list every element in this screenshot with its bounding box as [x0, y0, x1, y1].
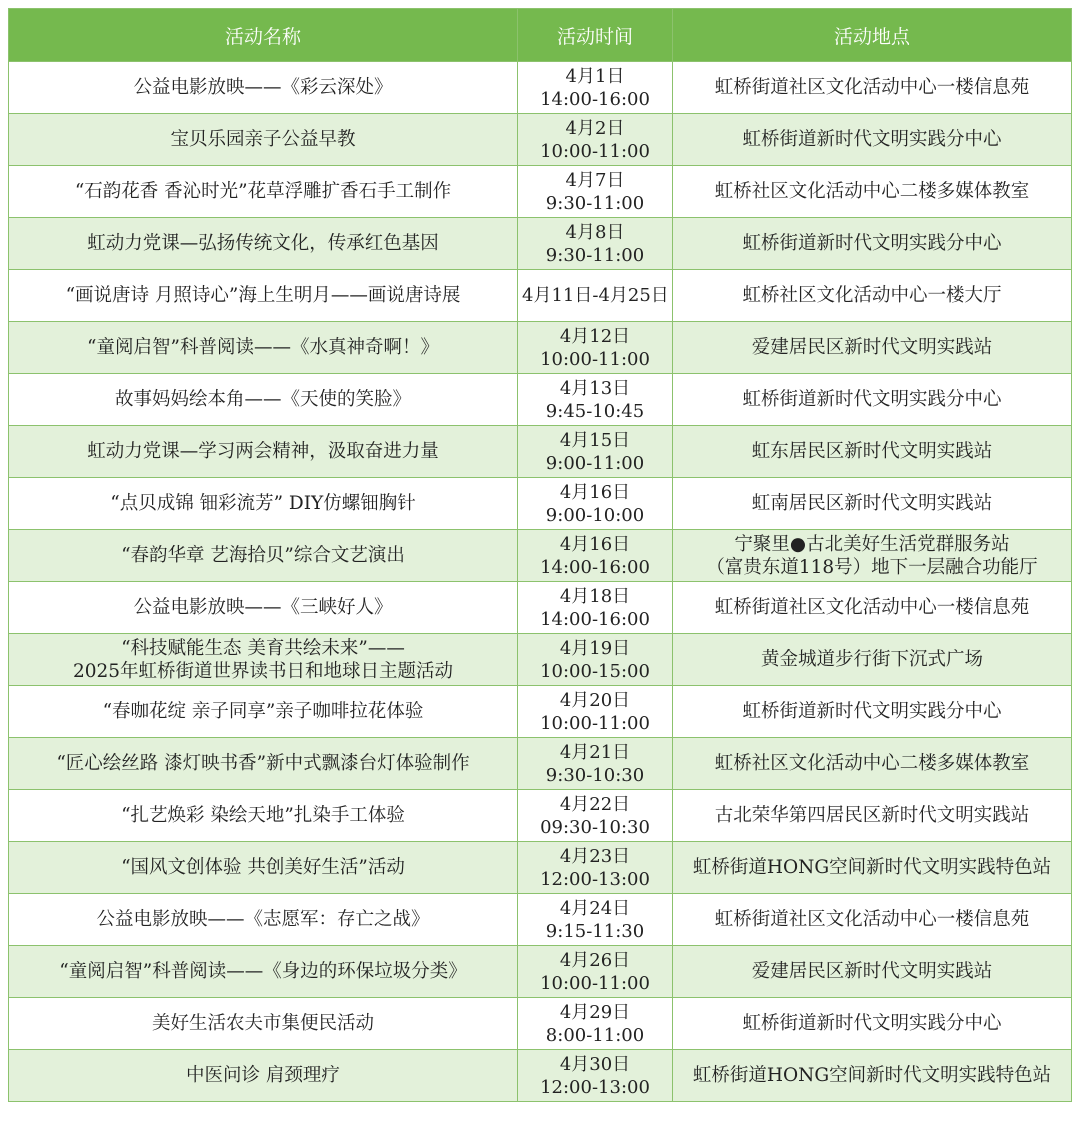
activity-name-cell: [9, 374, 518, 426]
activity-location-line: 黄金城道步行街下沉式广场: [760, 649, 983, 670]
activity-time-line: 4月19日: [559, 637, 631, 659]
activity-location-line: 宁聚里●古北美好生活党群服务站: [734, 533, 1010, 555]
activity-time-line: 4月30日: [559, 1053, 631, 1075]
activity-time-cell: [518, 1050, 673, 1102]
activity-time-cell: [518, 634, 673, 686]
activity-name-cell: [9, 894, 518, 946]
activity-location-line: 虹桥街道社区文化活动中心一楼信息苑: [714, 909, 1030, 930]
activity-name-cell: [9, 62, 518, 114]
table-row: [9, 62, 1072, 114]
activity-name-cell: [9, 426, 518, 478]
activity-time-line: 4月15日: [559, 429, 631, 451]
activity-time-line: 8:00-11:00: [545, 1024, 645, 1046]
activity-time-line: 4月13日: [559, 377, 631, 399]
activity-name-cell: [9, 946, 518, 998]
activity-time-line: 4月2日: [565, 117, 625, 139]
table-row: [9, 686, 1072, 738]
activity-time-line: 4月29日: [559, 1001, 631, 1023]
header-row: [9, 9, 1072, 62]
table-row: [9, 582, 1072, 634]
activity-time-line: 4月16日: [559, 481, 631, 503]
activity-time-cell: [518, 686, 673, 738]
activity-time-cell: [518, 946, 673, 998]
activity-name-cell: [9, 114, 518, 166]
activity-location-line: 虹桥街道社区文化活动中心一楼信息苑: [714, 77, 1030, 98]
table-row: [9, 894, 1072, 946]
activity-time-cell: [518, 998, 673, 1050]
activity-name-line: 虹动力党课—学习两会精神，汲取奋进力量: [87, 441, 439, 462]
activity-name-line: “国风文创体验 共创美好生活”活动: [121, 857, 405, 878]
header-activity-name: 活动名称: [9, 9, 518, 62]
header-activity-location: 活动地点: [673, 9, 1072, 62]
activity-table: [8, 8, 1072, 1102]
activity-time-cell: [518, 114, 673, 166]
activity-location-cell: [673, 374, 1072, 426]
activity-location-line: 虹桥街道HONG空间新时代文明实践特色站: [692, 857, 1052, 878]
activity-name-line: 公益电影放映——《三峡好人》: [133, 597, 393, 618]
activity-location-cell: [673, 894, 1072, 946]
activity-name-cell: [9, 582, 518, 634]
activity-schedule: [8, 8, 1071, 1102]
activity-time-line: 4月23日: [559, 845, 631, 867]
activity-time-line: 4月7日: [565, 169, 625, 191]
activity-name-line: 虹动力党课—弘扬传统文化，传承红色基因: [87, 233, 439, 254]
activity-time-cell: [518, 582, 673, 634]
table-row: [9, 530, 1072, 582]
table-row: [9, 374, 1072, 426]
activity-time-line: 10:00-11:00: [540, 140, 650, 162]
activity-time-line: 14:00-16:00: [540, 88, 650, 110]
activity-location-cell: [673, 530, 1072, 582]
activity-time-line: 4月11日-4月25日: [522, 285, 669, 306]
activity-time-cell: [518, 166, 673, 218]
header-activity-time: 活动时间: [518, 9, 673, 62]
activity-time-cell: [518, 530, 673, 582]
activity-name-line: “点贝成锦 钿彩流芳” DIY仿螺钿胸针: [110, 493, 416, 514]
activity-time-line: 9:00-11:00: [545, 452, 645, 474]
activity-time-line: 4月20日: [559, 689, 631, 711]
activity-name-line: 公益电影放映——《彩云深处》: [133, 77, 393, 98]
activity-location-line: 虹桥社区文化活动中心二楼多媒体教室: [714, 181, 1030, 202]
activity-location-cell: [673, 270, 1072, 322]
activity-time-line: 4月24日: [559, 897, 631, 919]
activity-location-line: 虹桥街道新时代文明实践分中心: [742, 233, 1002, 254]
activity-time-line: 4月1日: [565, 65, 625, 87]
table-row: [9, 946, 1072, 998]
activity-location-line: 虹南居民区新时代文明实践站: [751, 493, 993, 514]
activity-name-line: 美好生活农夫市集便民活动: [151, 1013, 374, 1034]
activity-location-cell: [673, 1050, 1072, 1102]
activity-time-line: 10:00-11:00: [540, 348, 650, 370]
activity-name-line: “石韵花香 香沁时光”花草浮雕扩香石手工制作: [74, 181, 452, 202]
activity-name-line: 2025年虹桥街道世界读书日和地球日主题活动: [72, 660, 454, 682]
table-row: [9, 738, 1072, 790]
activity-location-cell: [673, 738, 1072, 790]
activity-location-cell: [673, 62, 1072, 114]
activity-name-cell: [9, 530, 518, 582]
activity-location-line: 虹桥街道HONG空间新时代文明实践特色站: [692, 1065, 1052, 1086]
table-row: [9, 998, 1072, 1050]
activity-name-cell: [9, 634, 518, 686]
table-body: [9, 62, 1072, 1102]
activity-name-line: “匠心绘丝路 漆灯映书香”新中式飘漆台灯体验制作: [56, 753, 470, 774]
table-row: [9, 218, 1072, 270]
table-row: [9, 842, 1072, 894]
activity-location-line: 古北荣华第四居民区新时代文明实践站: [714, 805, 1030, 826]
activity-name-line: “春韵华章 艺海拾贝”综合文艺演出: [121, 545, 405, 566]
activity-location-line: 虹桥街道社区文化活动中心一楼信息苑: [714, 597, 1030, 618]
activity-location-cell: [673, 114, 1072, 166]
activity-time-line: 4月18日: [559, 585, 631, 607]
activity-time-line: 12:00-13:00: [540, 1076, 650, 1098]
activity-name-line: “画说唐诗 月照诗心”海上生明月——画说唐诗展: [65, 285, 461, 306]
activity-time-line: 4月22日: [559, 793, 631, 815]
activity-time-line: 10:00-15:00: [540, 660, 650, 682]
activity-name-cell: [9, 322, 518, 374]
activity-name-cell: [9, 686, 518, 738]
activity-time-line: 12:00-13:00: [540, 868, 650, 890]
activity-time-cell: [518, 478, 673, 530]
activity-location-cell: [673, 426, 1072, 478]
activity-location-cell: [673, 582, 1072, 634]
activity-time-line: 9:30-11:00: [545, 244, 645, 266]
table-row: [9, 426, 1072, 478]
activity-name-line: “扎艺焕彩 染绘天地”扎染手工体验: [121, 805, 405, 826]
activity-location-cell: [673, 218, 1072, 270]
activity-name-cell: [9, 738, 518, 790]
activity-location-cell: [673, 478, 1072, 530]
activity-location-line: 虹桥社区文化活动中心一楼大厅: [742, 285, 1002, 306]
activity-location-line: 虹桥街道新时代文明实践分中心: [742, 389, 1002, 410]
activity-location-line: 虹桥街道新时代文明实践分中心: [742, 129, 1002, 150]
activity-time-cell: [518, 62, 673, 114]
activity-location-cell: [673, 686, 1072, 738]
activity-name-cell: [9, 842, 518, 894]
table-row: [9, 1050, 1072, 1102]
activity-time-cell: [518, 426, 673, 478]
activity-time-line: 14:00-16:00: [540, 556, 650, 578]
activity-time-line: 4月21日: [559, 741, 631, 763]
activity-name-cell: [9, 478, 518, 530]
activity-location-cell: [673, 842, 1072, 894]
activity-name-line: 公益电影放映——《志愿军：存亡之战》: [96, 909, 430, 930]
activity-name-line: 故事妈妈绘本角——《天使的笑脸》: [114, 389, 411, 410]
activity-time-line: 4月8日: [565, 221, 625, 243]
table-row: [9, 790, 1072, 842]
activity-name-line: “科技赋能生态 美育共绘未来”——: [121, 637, 405, 659]
activity-location-cell: [673, 322, 1072, 374]
activity-time-cell: [518, 270, 673, 322]
activity-location-cell: [673, 634, 1072, 686]
activity-name-line: “春咖花绽 亲子同享”亲子咖啡拉花体验: [102, 701, 424, 722]
activity-location-line: 虹东居民区新时代文明实践站: [751, 441, 993, 462]
table-row: [9, 478, 1072, 530]
activity-time-line: 9:30-11:00: [545, 192, 645, 214]
activity-location-line: （富贵东道118号）地下一层融合功能厅: [706, 556, 1038, 578]
activity-time-cell: [518, 218, 673, 270]
activity-time-cell: [518, 322, 673, 374]
activity-time-line: 4月16日: [559, 533, 631, 555]
activity-location-line: 虹桥社区文化活动中心二楼多媒体教室: [714, 753, 1030, 774]
activity-name-cell: [9, 1050, 518, 1102]
table-row: [9, 166, 1072, 218]
activity-name-line: 中医问诊 肩颈理疗: [186, 1065, 340, 1086]
activity-location-cell: [673, 946, 1072, 998]
table-row: [9, 322, 1072, 374]
activity-time-line: 4月12日: [559, 325, 631, 347]
table-row: [9, 634, 1072, 686]
activity-time-cell: [518, 894, 673, 946]
activity-time-line: 10:00-11:00: [540, 712, 650, 734]
activity-name-cell: [9, 790, 518, 842]
table-row: [9, 114, 1072, 166]
activity-name-line: “童阅启智”科普阅读——《水真神奇啊！》: [87, 337, 439, 358]
activity-time-line: 9:30-10:30: [545, 764, 645, 786]
activity-time-line: 9:00-10:00: [545, 504, 645, 526]
activity-location-line: 虹桥街道新时代文明实践分中心: [742, 1013, 1002, 1034]
activity-time-line: 10:00-11:00: [540, 972, 650, 994]
activity-location-cell: [673, 166, 1072, 218]
activity-time-cell: [518, 790, 673, 842]
activity-name-cell: [9, 218, 518, 270]
activity-location-cell: [673, 790, 1072, 842]
activity-name-line: “童阅启智”科普阅读——《身边的环保垃圾分类》: [59, 961, 467, 982]
activity-time-line: 4月26日: [559, 949, 631, 971]
activity-location-cell: [673, 998, 1072, 1050]
activity-time-line: 09:30-10:30: [540, 816, 650, 838]
activity-time-line: 9:45-10:45: [545, 400, 645, 422]
activity-location-line: 爱建居民区新时代文明实践站: [751, 337, 993, 358]
activity-location-line: 虹桥街道新时代文明实践分中心: [742, 701, 1002, 722]
activity-name-cell: [9, 998, 518, 1050]
activity-time-cell: [518, 738, 673, 790]
activity-time-cell: [518, 842, 673, 894]
activity-name-line: 宝贝乐园亲子公益早教: [170, 129, 356, 150]
activity-time-cell: [518, 374, 673, 426]
activity-location-line: 爱建居民区新时代文明实践站: [751, 961, 993, 982]
activity-name-cell: [9, 166, 518, 218]
activity-name-cell: [9, 270, 518, 322]
activity-time-line: 9:15-11:30: [545, 920, 645, 942]
table-row: [9, 270, 1072, 322]
activity-time-line: 14:00-16:00: [540, 608, 650, 630]
